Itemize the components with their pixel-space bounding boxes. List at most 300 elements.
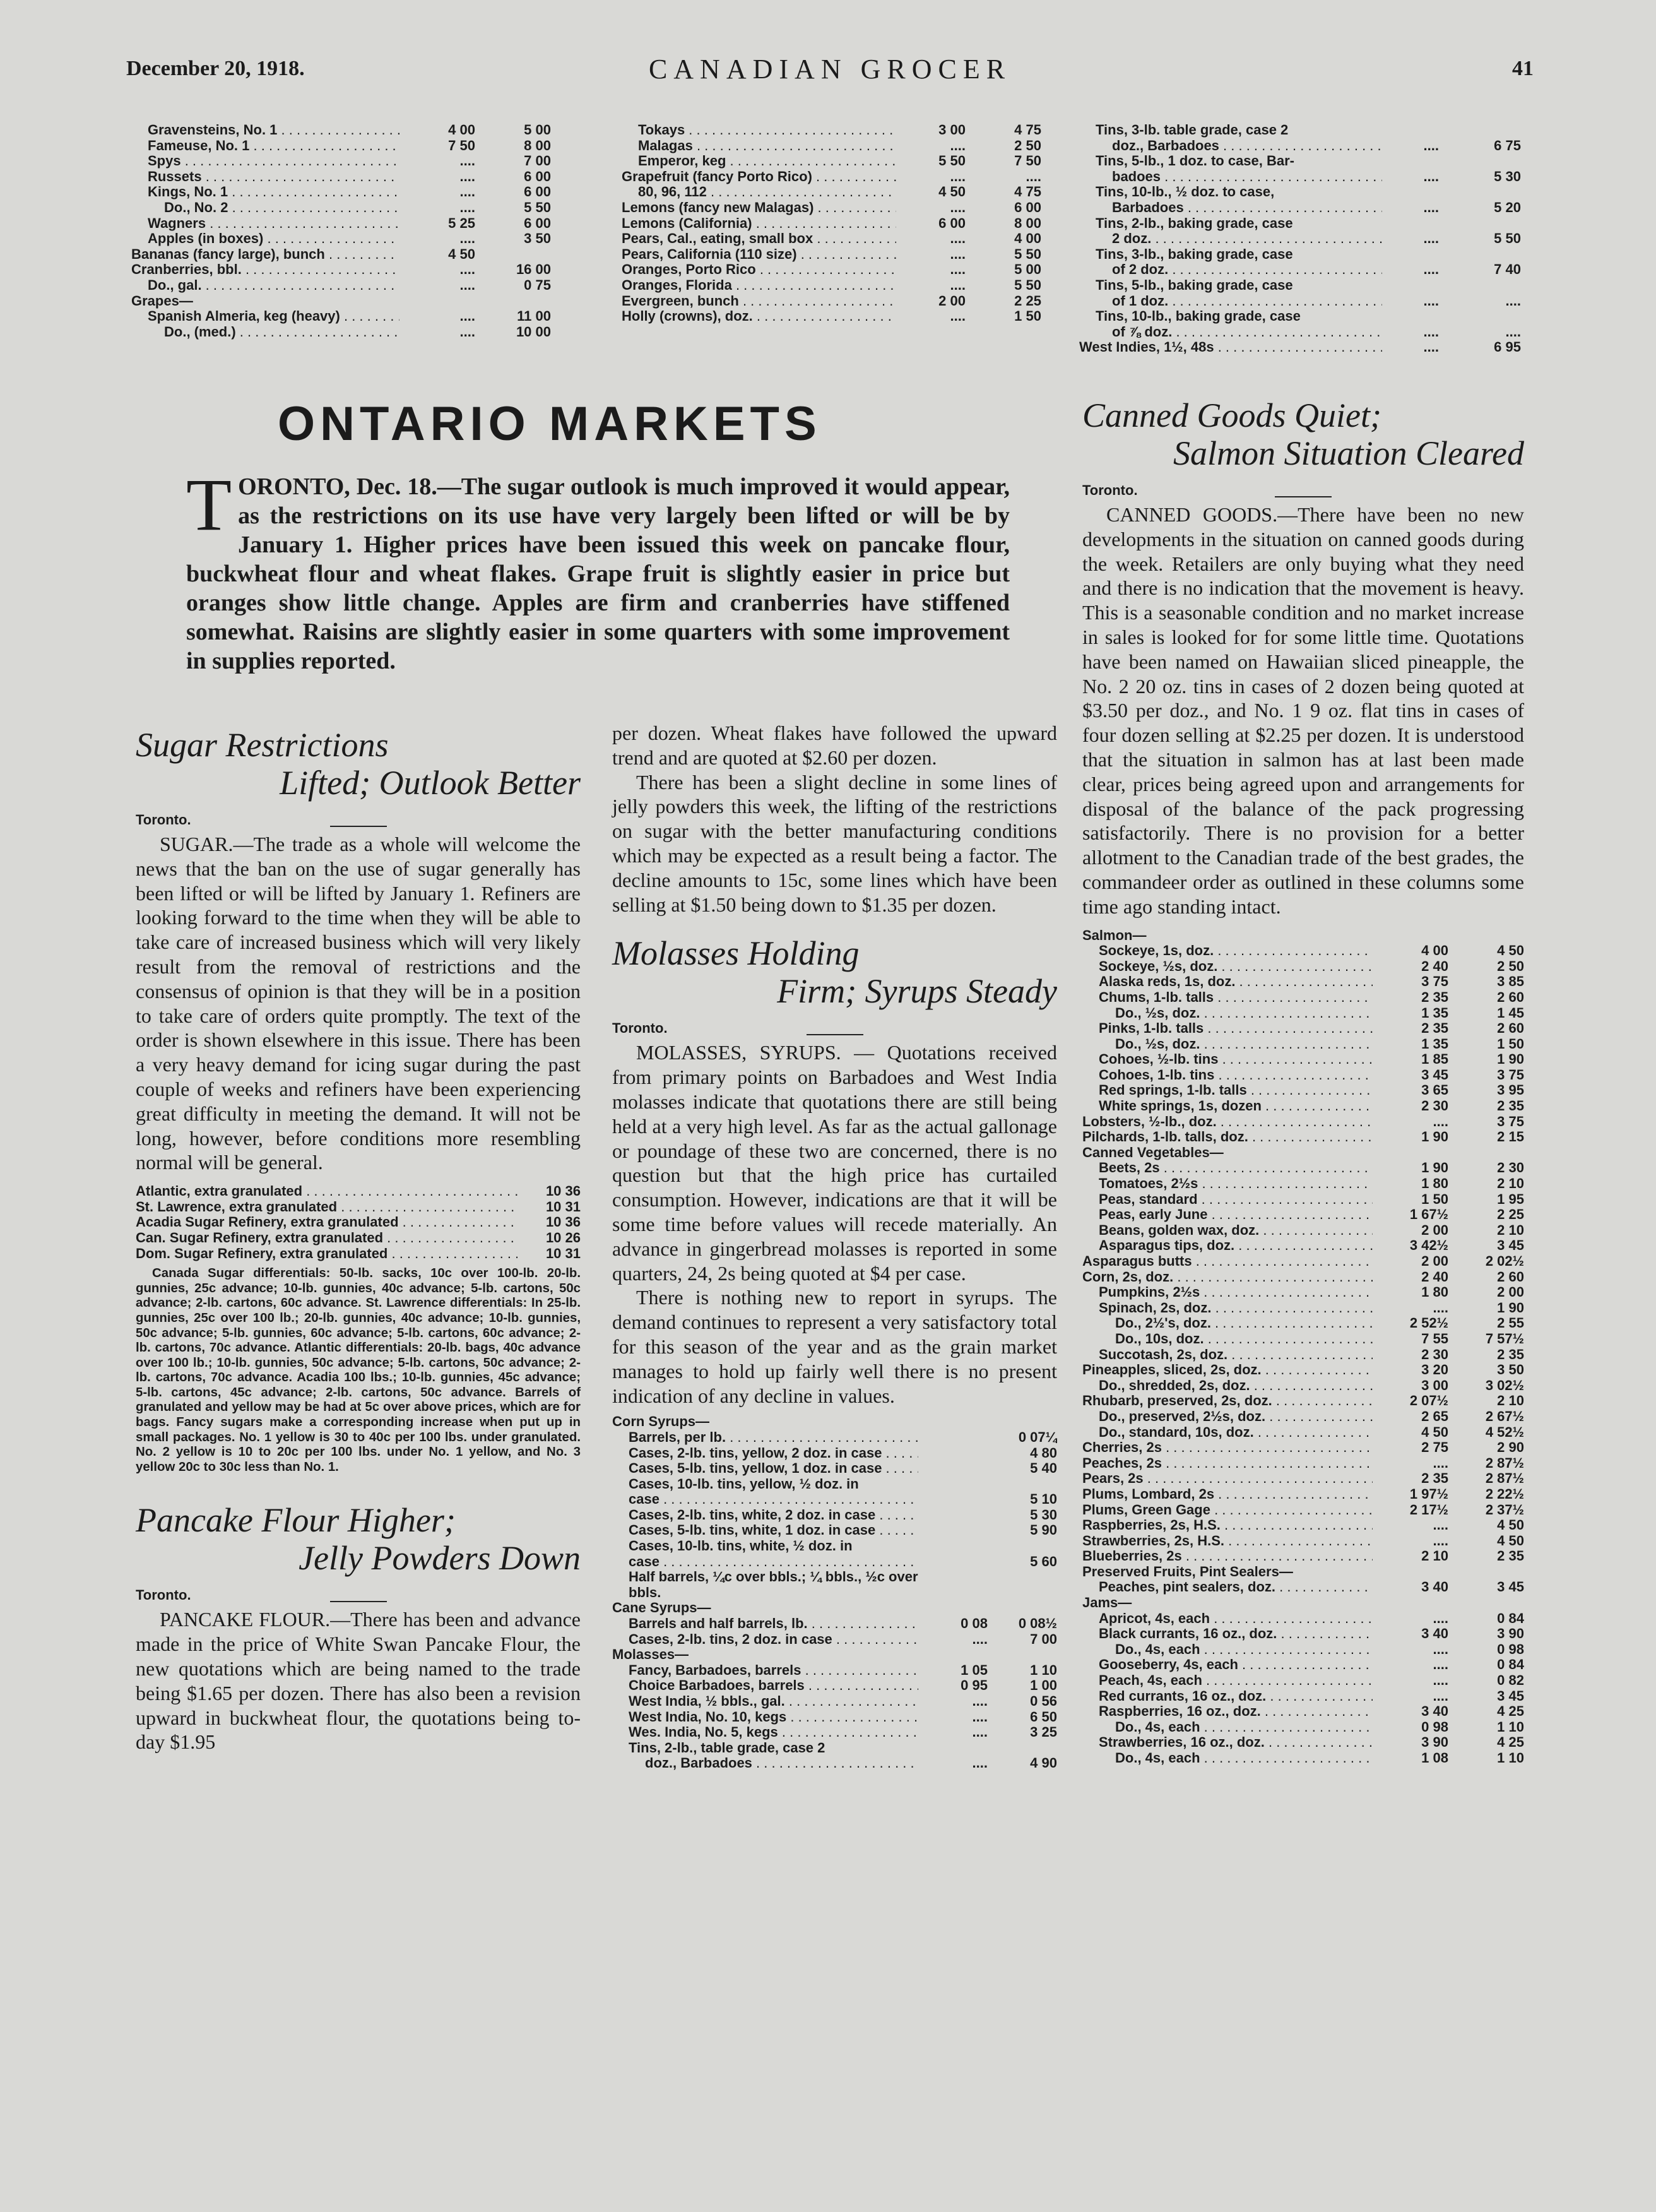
price-row bbox=[612, 1678, 1057, 1694]
price-row bbox=[1079, 184, 1521, 200]
item-name: Plums, Lombard, 2s . . . bbox=[1082, 1487, 1373, 1502]
price-row bbox=[612, 1492, 1057, 1507]
item-name: Lobsters, ½-lb., doz. . . . bbox=[1082, 1114, 1373, 1130]
item-name: Strawberries, 2s, H.S. . . . bbox=[1082, 1533, 1373, 1549]
item-name: Apricot, 4s, each . . . bbox=[1082, 1611, 1373, 1627]
price-high: 3 85 bbox=[1497, 974, 1524, 990]
item-name: Malagas . . . bbox=[622, 138, 896, 154]
price-row bbox=[1082, 1238, 1524, 1254]
price-low: .... bbox=[1423, 262, 1439, 278]
molasses-body bbox=[612, 1040, 1057, 1408]
item-name: Cohoes, ½-lb. tins . . . bbox=[1082, 1052, 1373, 1067]
price-row bbox=[622, 278, 1041, 294]
sugar-price-list bbox=[136, 1184, 581, 1261]
item-name: Do., 4s, each . . . bbox=[1082, 1642, 1373, 1658]
price-low: .... bbox=[459, 324, 475, 340]
price-low: .... bbox=[950, 246, 966, 262]
price-high: 1 50 bbox=[1497, 1036, 1524, 1052]
price-low: .... bbox=[459, 231, 475, 247]
price-high: 4 00 bbox=[1014, 231, 1041, 247]
item-name: Fancy, Barbadoes, barrels . . . bbox=[612, 1663, 918, 1679]
item-name: Cane Syrups— bbox=[612, 1600, 711, 1616]
price-low: 2 00 bbox=[1421, 1254, 1448, 1270]
price-row bbox=[1079, 169, 1521, 185]
price-high: 3 75 bbox=[1497, 1114, 1524, 1129]
price-high bbox=[1448, 928, 1524, 944]
item-name: Apples (in boxes) . . . bbox=[131, 231, 399, 247]
item-name: Holly (crowns), doz. . . . bbox=[622, 309, 896, 324]
price-high bbox=[1448, 1595, 1524, 1611]
item-name: Grapes— bbox=[131, 293, 193, 309]
price-low bbox=[918, 1647, 988, 1663]
item-name: Tins, 2-lb., baking grade, case bbox=[1096, 215, 1293, 231]
item-name: Spanish Almeria, keg (heavy) . . . bbox=[131, 309, 399, 324]
pancake-dateline: Toronto. bbox=[136, 1587, 191, 1603]
item-name: Cases, 10-lb. tins, yellow, ½ doz. in bbox=[629, 1476, 859, 1492]
price-row bbox=[1082, 1083, 1524, 1098]
price-row bbox=[1082, 1037, 1524, 1052]
price-high: 3 50 bbox=[524, 231, 551, 247]
price-low: 2 35 bbox=[1421, 1471, 1448, 1487]
price-low: .... bbox=[459, 169, 475, 184]
price-low: 4 50 bbox=[1421, 1424, 1448, 1440]
item-name: of ⅞ doz. . . . bbox=[1079, 324, 1382, 340]
page-header bbox=[126, 54, 1534, 95]
price-low: .... bbox=[950, 262, 966, 278]
item-name: Rhubarb, preserved, 2s, doz. . . . bbox=[1082, 1393, 1373, 1409]
price-low: .... bbox=[1433, 1657, 1448, 1673]
divider bbox=[807, 1034, 863, 1035]
item-name: Pears, Cal., eating, small box . . . bbox=[622, 231, 896, 247]
price-high: 5 10 bbox=[1030, 1492, 1057, 1507]
canned-heading bbox=[1082, 396, 1524, 472]
item-name: Corn, 2s, doz. . . . bbox=[1082, 1270, 1373, 1285]
item-name: Acadia Sugar Refinery, extra granulated . . . bbox=[136, 1215, 518, 1230]
price-high: 5 50 bbox=[1014, 277, 1041, 293]
price-high: 5 30 bbox=[1030, 1507, 1057, 1523]
price-low: 3 90 bbox=[1421, 1735, 1448, 1751]
item-name: Tomatoes, 2½s . . . bbox=[1082, 1176, 1373, 1192]
price-row bbox=[1082, 1378, 1524, 1394]
price-high: 3 95 bbox=[1497, 1083, 1524, 1098]
price-row bbox=[131, 309, 551, 324]
price-row bbox=[612, 1446, 1057, 1461]
price-low: .... bbox=[972, 1756, 988, 1771]
price-low: .... bbox=[1433, 1518, 1448, 1533]
price-low: .... bbox=[1423, 199, 1439, 215]
item-name: White springs, 1s, dozen . . . bbox=[1082, 1098, 1373, 1114]
item-name: Do., 2½'s, doz. . . . bbox=[1082, 1316, 1373, 1331]
price-row bbox=[131, 153, 551, 169]
intro-paragraph bbox=[186, 463, 1010, 675]
item-name: Jams— bbox=[1082, 1595, 1132, 1611]
price-high: 6 00 bbox=[524, 215, 551, 231]
price-high: 11 00 bbox=[517, 309, 551, 324]
price-row bbox=[131, 184, 551, 200]
price-low: 1 67½ bbox=[1409, 1207, 1448, 1223]
price-high: 10 31 bbox=[545, 1199, 581, 1215]
item-name: bbls. bbox=[629, 1585, 661, 1600]
item-name: St. Lawrence, extra granulated . . . bbox=[136, 1199, 518, 1215]
canned-heading-line-2: Salmon Situation Cleared bbox=[1173, 434, 1524, 472]
item-name: Tins, 5-lb., baking grade, case bbox=[1096, 277, 1293, 293]
molasses-heading bbox=[612, 934, 1057, 1010]
item-name: Barbadoes . . . bbox=[1079, 200, 1382, 216]
price-low: .... bbox=[1433, 1673, 1448, 1689]
price-row bbox=[136, 1230, 581, 1246]
price-row bbox=[612, 1523, 1057, 1538]
item-name: Cases, 2-lb. tins, yellow, 2 doz. in case . . . bbox=[612, 1446, 918, 1461]
price-low: 0 98 bbox=[1421, 1719, 1448, 1735]
price-row bbox=[131, 324, 551, 340]
price-row bbox=[1082, 1595, 1524, 1611]
item-name: Pinks, 1-lb. talls . . . bbox=[1082, 1021, 1373, 1037]
price-low: 1 08 bbox=[1421, 1751, 1448, 1766]
price-high: 10 00 bbox=[516, 324, 551, 340]
item-name: Cohoes, 1-lb. tins . . . bbox=[1082, 1067, 1373, 1083]
item-name: Lemons (California) . . . bbox=[622, 216, 896, 232]
price-row bbox=[612, 1538, 1057, 1554]
price-low: .... bbox=[1423, 293, 1439, 309]
price-low: .... bbox=[1423, 231, 1439, 247]
price-high: 2 60 bbox=[1497, 989, 1524, 1005]
price-high: 2 35 bbox=[1497, 1098, 1524, 1114]
price-high bbox=[475, 247, 551, 263]
price-row bbox=[612, 1632, 1057, 1648]
price-row bbox=[612, 1430, 1057, 1446]
price-high: 4 75 bbox=[1014, 184, 1041, 200]
price-high: 1 95 bbox=[1497, 1191, 1524, 1207]
item-name: Pineapples, sliced, 2s, doz. . . . bbox=[1082, 1362, 1373, 1378]
price-high: 6 00 bbox=[1014, 199, 1041, 215]
price-row bbox=[1079, 216, 1521, 232]
price-low: .... bbox=[950, 231, 966, 247]
item-name: Choice Barbadoes, barrels . . . bbox=[612, 1678, 918, 1694]
price-row bbox=[1082, 1098, 1524, 1114]
item-name: Asparagus butts . . . bbox=[1082, 1254, 1373, 1270]
item-name: Do., 4s, each . . . bbox=[1082, 1751, 1373, 1766]
price-high: 0 82 bbox=[1497, 1673, 1524, 1689]
price-low: 2 40 bbox=[1421, 958, 1448, 974]
price-low: 2 00 bbox=[938, 293, 966, 309]
molasses-heading-line-1: Molasses Holding bbox=[612, 934, 860, 973]
price-low: .... bbox=[950, 169, 966, 184]
price-high: 2 10 bbox=[1497, 1393, 1524, 1409]
item-name: case . . . bbox=[612, 1554, 918, 1570]
price-row bbox=[1082, 1270, 1524, 1285]
price-low: 0 08 bbox=[961, 1616, 988, 1632]
price-low: 7 55 bbox=[1421, 1331, 1448, 1347]
price-high: 6 95 bbox=[1494, 340, 1521, 355]
price-high: 2 90 bbox=[1497, 1440, 1524, 1456]
price-low bbox=[918, 1554, 988, 1570]
item-name: Salmon— bbox=[1082, 927, 1147, 943]
item-name: Corn Syrups— bbox=[612, 1414, 710, 1430]
price-low bbox=[399, 294, 475, 309]
price-high: 1 45 bbox=[1497, 1005, 1524, 1021]
sugar-body bbox=[136, 832, 581, 1175]
price-row bbox=[1082, 1052, 1524, 1067]
price-row bbox=[1082, 1067, 1524, 1083]
price-high: 6 00 bbox=[524, 184, 551, 200]
item-name: Can. Sugar Refinery, extra granulated . . . bbox=[136, 1230, 518, 1246]
item-name: Grapefruit (fancy Porto Rico) . . . bbox=[622, 169, 896, 185]
item-name: Canned Vegetables— bbox=[1082, 1145, 1224, 1160]
price-row bbox=[1082, 990, 1524, 1006]
price-row bbox=[612, 1507, 1057, 1523]
item-name: 80, 96, 112 . . . bbox=[622, 184, 896, 200]
price-low: .... bbox=[1433, 1533, 1448, 1549]
price-low: 1 35 bbox=[1421, 1005, 1448, 1021]
top-mid-price-list bbox=[622, 122, 1041, 324]
item-name: Spys . . . bbox=[131, 153, 399, 169]
price-low bbox=[918, 1740, 988, 1756]
price-low: .... bbox=[1433, 1300, 1448, 1316]
item-name: Peaches, pint sealers, doz. . . . bbox=[1082, 1579, 1373, 1595]
price-row bbox=[1079, 138, 1521, 154]
price-row bbox=[1082, 1254, 1524, 1270]
price-high: 8 00 bbox=[524, 138, 551, 153]
price-low bbox=[1373, 1564, 1448, 1580]
price-row bbox=[612, 1647, 1057, 1663]
price-row bbox=[1079, 294, 1521, 309]
item-name: Cases, 10-lb. tins, white, ½ doz. in bbox=[629, 1538, 853, 1554]
price-row bbox=[622, 309, 1041, 324]
item-name: Do., preserved, 2½s, doz. . . . bbox=[1082, 1409, 1373, 1425]
canned-price-list bbox=[1082, 928, 1524, 1766]
item-name: Tins, 10-lb., baking grade, case bbox=[1096, 309, 1301, 324]
price-low: .... bbox=[459, 309, 475, 324]
price-high: 1 90 bbox=[1497, 1300, 1524, 1316]
item-name: Russets . . . bbox=[131, 169, 399, 185]
price-row bbox=[622, 200, 1041, 216]
price-high: 2 02½ bbox=[1485, 1254, 1524, 1270]
price-row bbox=[1082, 1471, 1524, 1487]
price-high: 8 00 bbox=[1014, 215, 1041, 231]
price-high bbox=[1439, 247, 1521, 263]
price-row bbox=[622, 138, 1041, 154]
price-row bbox=[131, 231, 551, 247]
price-high: 5 40 bbox=[1030, 1461, 1057, 1477]
price-row bbox=[1079, 122, 1521, 138]
price-high: 2 15 bbox=[1497, 1129, 1524, 1145]
price-low: 3 20 bbox=[1421, 1362, 1448, 1378]
price-low bbox=[918, 1538, 988, 1554]
price-high: 4 50 bbox=[1497, 943, 1524, 959]
item-name: Bananas (fancy large), bunch . . . bbox=[131, 247, 399, 263]
price-row bbox=[612, 1740, 1057, 1756]
wheat-flakes-paragraph: per dozen. Wheat flakes have followed the upward trend and are quoted at $2.60 per dozen. bbox=[612, 722, 1057, 769]
price-row bbox=[1082, 1425, 1524, 1441]
price-row bbox=[1082, 1720, 1524, 1735]
price-high bbox=[988, 1600, 1057, 1616]
item-name: Alaska reds, 1s, doz. . . . bbox=[1082, 974, 1373, 990]
price-high: 4 50 bbox=[1497, 1518, 1524, 1533]
price-row bbox=[622, 231, 1041, 247]
price-high: 2 00 bbox=[1497, 1285, 1524, 1300]
price-low: .... bbox=[459, 199, 475, 215]
price-high: 2 87½ bbox=[1485, 1455, 1524, 1471]
price-high: 10 36 bbox=[545, 1184, 581, 1199]
price-low: 1 05 bbox=[961, 1662, 988, 1678]
price-low: 1 50 bbox=[1421, 1191, 1448, 1207]
price-high: 2 87½ bbox=[1485, 1471, 1524, 1487]
price-high: 2 55 bbox=[1497, 1316, 1524, 1331]
syrups-paragraph: There is nothing new to report in syrups. The demand continues to represent a very satisfactory total for this season of the year and as the grain market manages to hold up fairly well there is no present indication of any decline in values. bbox=[612, 1286, 1057, 1407]
price-low bbox=[1373, 1595, 1448, 1611]
price-low: 3 40 bbox=[1421, 1626, 1448, 1642]
price-high: 7 00 bbox=[1030, 1631, 1057, 1647]
price-high: 7 40 bbox=[1494, 262, 1521, 278]
price-row bbox=[612, 1461, 1057, 1477]
price-row bbox=[1082, 1440, 1524, 1456]
price-low bbox=[1382, 309, 1439, 324]
price-high bbox=[988, 1585, 1057, 1601]
price-row bbox=[1082, 1642, 1524, 1658]
price-high bbox=[1439, 184, 1521, 200]
price-low bbox=[1382, 216, 1439, 232]
price-row bbox=[622, 216, 1041, 232]
item-name: Do., ½s, doz. . . . bbox=[1082, 1006, 1373, 1021]
price-high: 6 75 bbox=[1494, 138, 1521, 153]
item-name: Dom. Sugar Refinery, extra granulated . . . bbox=[136, 1246, 518, 1262]
price-row bbox=[1082, 1300, 1524, 1316]
price-row bbox=[622, 262, 1041, 278]
item-name: Gravensteins, No. 1 . . . bbox=[131, 122, 399, 138]
price-row bbox=[1082, 1704, 1524, 1720]
price-row bbox=[1082, 1021, 1524, 1037]
price-high bbox=[1439, 216, 1521, 232]
item-name: Barrels, per lb. . . . bbox=[612, 1430, 918, 1446]
price-row bbox=[1082, 1129, 1524, 1145]
price-row bbox=[136, 1215, 581, 1230]
item-name: Do., gal. . . . bbox=[131, 278, 399, 294]
price-row bbox=[1082, 1114, 1524, 1130]
price-row bbox=[612, 1600, 1057, 1616]
price-low: 1 97½ bbox=[1409, 1486, 1448, 1502]
item-name: Tins, 5-lb., 1 doz. to case, Bar- bbox=[1096, 153, 1295, 169]
price-low bbox=[918, 1523, 988, 1538]
price-row bbox=[1082, 1207, 1524, 1223]
publication-title: CANADIAN GROCER bbox=[648, 54, 1012, 85]
item-name: Oranges, Porto Rico . . . bbox=[622, 262, 896, 278]
price-high: 3 45 bbox=[1497, 1238, 1524, 1254]
price-low: 1 35 bbox=[1421, 1036, 1448, 1052]
item-name: Do., No. 2 . . . bbox=[131, 200, 399, 216]
item-name: Spinach, 2s, doz. . . . bbox=[1082, 1300, 1373, 1316]
item-name: Do., (med.) . . . bbox=[131, 324, 399, 340]
price-high: 0 98 bbox=[1497, 1641, 1524, 1657]
price-row bbox=[612, 1554, 1057, 1570]
top-left-price-list bbox=[131, 122, 551, 340]
divider bbox=[330, 1601, 387, 1602]
price-row bbox=[1082, 1626, 1524, 1642]
price-high: 0 07¼ bbox=[1018, 1429, 1057, 1445]
molasses-paragraph: MOLASSES, SYRUPS. — Quotations received from primary points on Barbadoes and West India molasses indicate that quotations there are still being held at a very high level. As far as the actual gallonage or poundage of these two are concerned, there is no question but that the high price has curtailed consumption. However, indications are that it will be some time before values will recede materially. An advance in gingerbread molasses is reported in some quarters, 24, 2s being quoted at $4 per case. bbox=[612, 1041, 1057, 1285]
price-high: 1 10 bbox=[1497, 1719, 1524, 1735]
price-high: 4 75 bbox=[1014, 122, 1041, 138]
price-row bbox=[131, 169, 551, 185]
price-row bbox=[1082, 1487, 1524, 1502]
item-name: of 1 doz. . . . bbox=[1079, 294, 1382, 309]
price-row bbox=[1082, 1160, 1524, 1176]
item-name: Peach, 4s, each . . . bbox=[1082, 1673, 1373, 1689]
price-row bbox=[612, 1569, 1057, 1585]
price-high: 10 36 bbox=[545, 1215, 581, 1230]
item-name: Gooseberry, 4s, each . . . bbox=[1082, 1657, 1373, 1673]
price-row bbox=[1082, 1564, 1524, 1580]
price-high: 5 00 bbox=[1014, 262, 1041, 278]
price-row bbox=[622, 169, 1041, 185]
price-high: 7 57½ bbox=[1485, 1331, 1524, 1347]
price-row bbox=[612, 1710, 1057, 1725]
price-row bbox=[131, 278, 551, 294]
price-low: 4 50 bbox=[938, 184, 966, 200]
price-low: 3 45 bbox=[1421, 1067, 1448, 1083]
price-high: 4 25 bbox=[1497, 1704, 1524, 1720]
item-name: Blueberries, 2s . . . bbox=[1082, 1549, 1373, 1564]
price-low: 2 52½ bbox=[1409, 1316, 1448, 1331]
price-low: 2 07½ bbox=[1409, 1393, 1448, 1409]
price-high: 2 37½ bbox=[1485, 1502, 1524, 1518]
item-name: Cases, 2-lb. tins, 2 doz. in case . . . bbox=[612, 1632, 918, 1648]
price-high: 10 31 bbox=[545, 1246, 581, 1261]
column-1 bbox=[136, 726, 581, 1754]
price-high: 2 35 bbox=[1497, 1347, 1524, 1362]
price-low: .... bbox=[1423, 324, 1439, 340]
price-low: 3 65 bbox=[1421, 1083, 1448, 1098]
item-name: Red springs, 1-lb. talls . . . bbox=[1082, 1083, 1373, 1098]
price-row bbox=[612, 1616, 1057, 1632]
price-high: 3 02½ bbox=[1485, 1377, 1524, 1393]
price-high: 4 80 bbox=[1030, 1445, 1057, 1461]
item-name: Atlantic, extra granulated . . . bbox=[136, 1184, 518, 1199]
sugar-differentials: Canada Sugar differentials: 50-lb. sacks, 10c over 100-lb. 20-lb. gunnies, 25c advance; 10-lb. gunnies, 40c advance; 5-lb. cartons, 50c advance; 2-lb. cartons, 60c advance. St. Lawrence differentials: In 25-lb. gunnies, 25c over 100 lb.; 20-lb. gunnies, 40c advance; 10-lb. gunnies, 50c advance; 5-lb. gunnies, 60c advance; 5-lb. cartons, 60c advance; 2-lb. cartons, 70c advance. Atlantic differentials: 20-lb. bags, 40c advance over 100 lb.; 10-lb. gunnies, 50c advance; 5-lb. cartons, 50c advance; 2-lb. cartons, 70c advance. Acadia 100 lbs.; 10-lb. gunnies, 45c advance; 5-lb. cartons, 45c advance; 2-lb. cartons, 50c advance. Barrels of granulated and yellow may be had at 5c over above prices, which are for bags. Fancy sugars make a corresponding increase when put up in small packages. No. 1 yellow is 30 to 40c per 100 lbs. under granulated. No. 2 yellow is 10 to 20c per 100 lbs. under No. 1 yellow, and No. 3 yellow 20c to 30c less than No. 1. bbox=[136, 1266, 581, 1474]
price-high: 2 25 bbox=[1014, 293, 1041, 309]
price-high: 2 10 bbox=[1497, 1176, 1524, 1192]
item-name: 2 doz. . . . bbox=[1079, 231, 1382, 247]
price-high bbox=[1439, 309, 1521, 324]
price-low: 3 40 bbox=[1421, 1579, 1448, 1595]
price-row bbox=[1082, 1579, 1524, 1595]
price-high: 2 22½ bbox=[1485, 1486, 1524, 1502]
price-high: 6 50 bbox=[1030, 1709, 1057, 1725]
price-row bbox=[1082, 1518, 1524, 1533]
price-high: 7 00 bbox=[524, 153, 551, 169]
price-low bbox=[918, 1492, 988, 1507]
price-low bbox=[918, 1600, 988, 1616]
price-row bbox=[1079, 340, 1521, 355]
price-high: 2 50 bbox=[1014, 138, 1041, 153]
price-high: 2 35 bbox=[1497, 1549, 1524, 1564]
price-high: 2 30 bbox=[1497, 1160, 1524, 1176]
price-low: .... bbox=[1433, 1688, 1448, 1704]
price-low: 3 00 bbox=[1421, 1377, 1448, 1393]
item-name: Cases, 2-lb. tins, white, 2 doz. in case . . . bbox=[612, 1507, 918, 1523]
item-name: Kings, No. 1 . . . bbox=[131, 184, 399, 200]
item-name: Raspberries, 2s, H.S. . . . bbox=[1082, 1518, 1373, 1533]
price-row bbox=[622, 247, 1041, 263]
price-low: .... bbox=[950, 277, 966, 293]
issue-date: December 20, 1918. bbox=[126, 57, 305, 80]
price-row bbox=[1082, 974, 1524, 990]
price-high: 5 50 bbox=[1494, 231, 1521, 247]
price-row bbox=[1082, 959, 1524, 975]
price-low: 4 50 bbox=[448, 246, 475, 262]
price-low bbox=[1382, 122, 1439, 138]
price-row bbox=[1082, 943, 1524, 959]
price-low: 4 00 bbox=[1421, 943, 1448, 959]
